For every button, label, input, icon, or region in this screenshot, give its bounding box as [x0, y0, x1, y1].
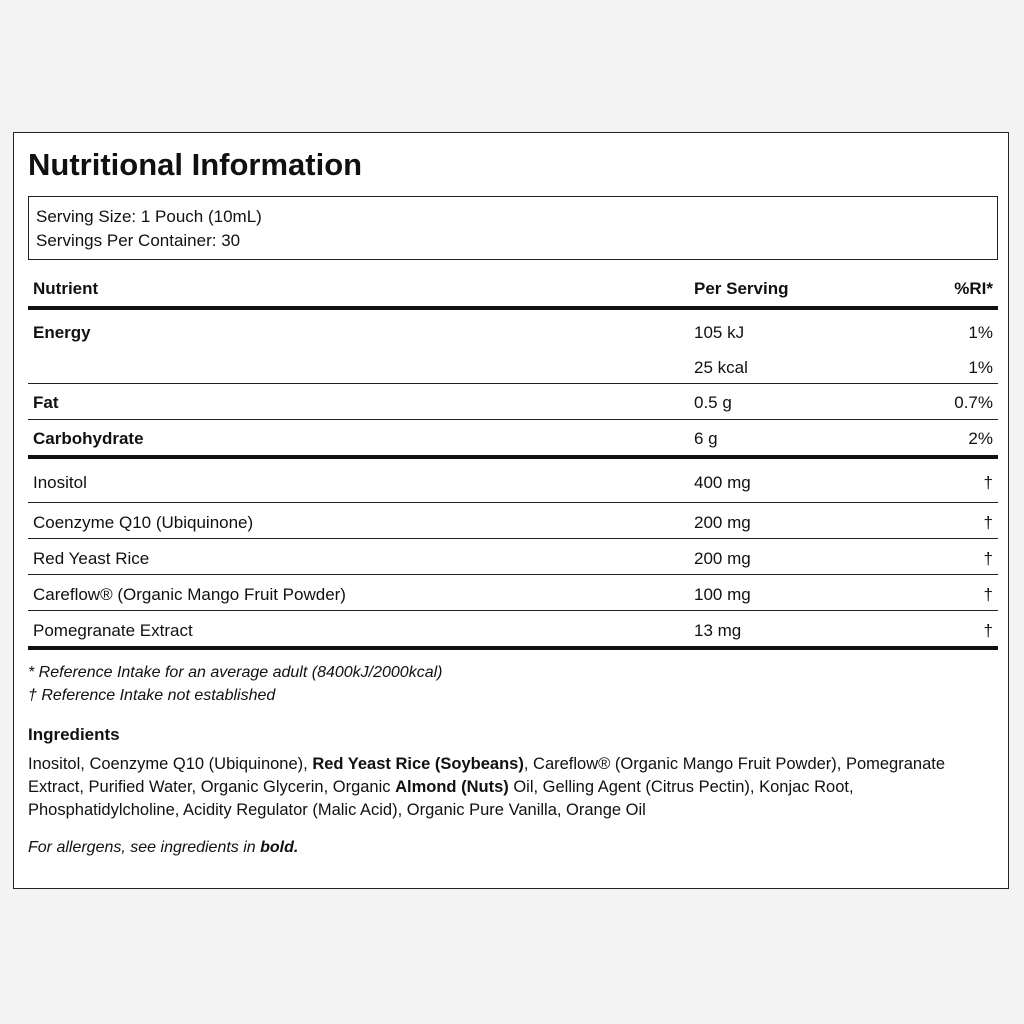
ingredients-part: Inositol, Coenzyme Q10 (Ubiquinone), [28, 755, 313, 773]
ri-value: † [983, 513, 993, 532]
serving-size: Serving Size: 1 Pouch (10mL) [36, 207, 262, 226]
nutrient-name: Careflow® (Organic Mango Fruit Powder) [33, 585, 346, 604]
ingredients-text [28, 753, 998, 822]
per-serving-value: 25 kcal [694, 358, 748, 377]
nutrient-name: Fat [33, 393, 59, 412]
ri-value: † [983, 473, 993, 492]
per-serving-value: 105 kJ [694, 323, 745, 342]
ri-value: † [983, 621, 993, 640]
ingredients-part: Oil, Gelling Agent (Citrus Pectin), Konjac Root, Phosphatidylcholine, Acidity Regulator (Malic Acid), Organic Pure Vanilla, Orange Oil [28, 778, 854, 819]
footnotes [28, 661, 442, 707]
header-ri: %RI* [954, 279, 993, 298]
header-nutrient: Nutrient [33, 279, 99, 298]
allergen-note-text: For allergens, see ingredients in [28, 839, 261, 856]
ri-value: † [983, 585, 993, 604]
nutrition-table [28, 271, 998, 650]
allergen-ingredient: Almond (Nuts) [395, 778, 509, 796]
per-serving-value: 6 g [694, 429, 718, 448]
table-row [28, 611, 998, 650]
table-row [28, 420, 998, 459]
serving-info-box [28, 196, 998, 260]
ri-footnote: * Reference Intake for an average adult (8400kJ/2000kcal) [28, 664, 443, 681]
nutrient-name: Carbohydrate [33, 429, 144, 448]
servings-per-container: Servings Per Container: 30 [36, 231, 241, 250]
table-row [28, 345, 998, 384]
nutrient-name: Pomegranate Extract [33, 621, 193, 640]
per-serving-value: 200 mg [694, 513, 751, 532]
table-row [28, 575, 998, 611]
nutrient-name: Energy [33, 323, 91, 342]
nutrient-name: Coenzyme Q10 (Ubiquinone) [33, 513, 254, 532]
ri-value: 0.7% [954, 393, 993, 412]
nutrition-panel [13, 132, 1009, 889]
ri-value: † [983, 549, 993, 568]
per-serving-value: 100 mg [694, 585, 751, 604]
table-row [28, 459, 998, 503]
table-row [28, 310, 998, 345]
table-header [28, 271, 998, 310]
allergen-ingredient: Red Yeast Rice (Soybeans) [312, 755, 524, 773]
ingredients-part: , Careflow® (Organic Mango Fruit Powder), Pomegranate Extract, Purified Water, Organic Glycerin, Organic [28, 755, 946, 796]
ingredients-title: Ingredients [28, 725, 120, 744]
nutrient-name: Red Yeast Rice [33, 549, 150, 568]
nutrient-name: Inositol [33, 473, 87, 492]
table-row [28, 384, 998, 420]
per-serving-value: 200 mg [694, 549, 751, 568]
table-row [28, 503, 998, 539]
header-per-serving: Per Serving [694, 279, 789, 298]
per-serving-value: 0.5 g [694, 393, 732, 412]
dagger-footnote: † Reference Intake not established [28, 687, 276, 704]
ri-value: 1% [968, 358, 993, 377]
ri-value: 1% [968, 323, 993, 342]
per-serving-value: 400 mg [694, 473, 751, 492]
page-title: Nutritional Information [28, 147, 363, 182]
per-serving-value: 13 mg [694, 621, 742, 640]
allergen-note [28, 839, 298, 857]
allergen-note-bold: bold. [260, 839, 299, 856]
ri-value: 2% [968, 429, 993, 448]
table-row [28, 539, 998, 575]
